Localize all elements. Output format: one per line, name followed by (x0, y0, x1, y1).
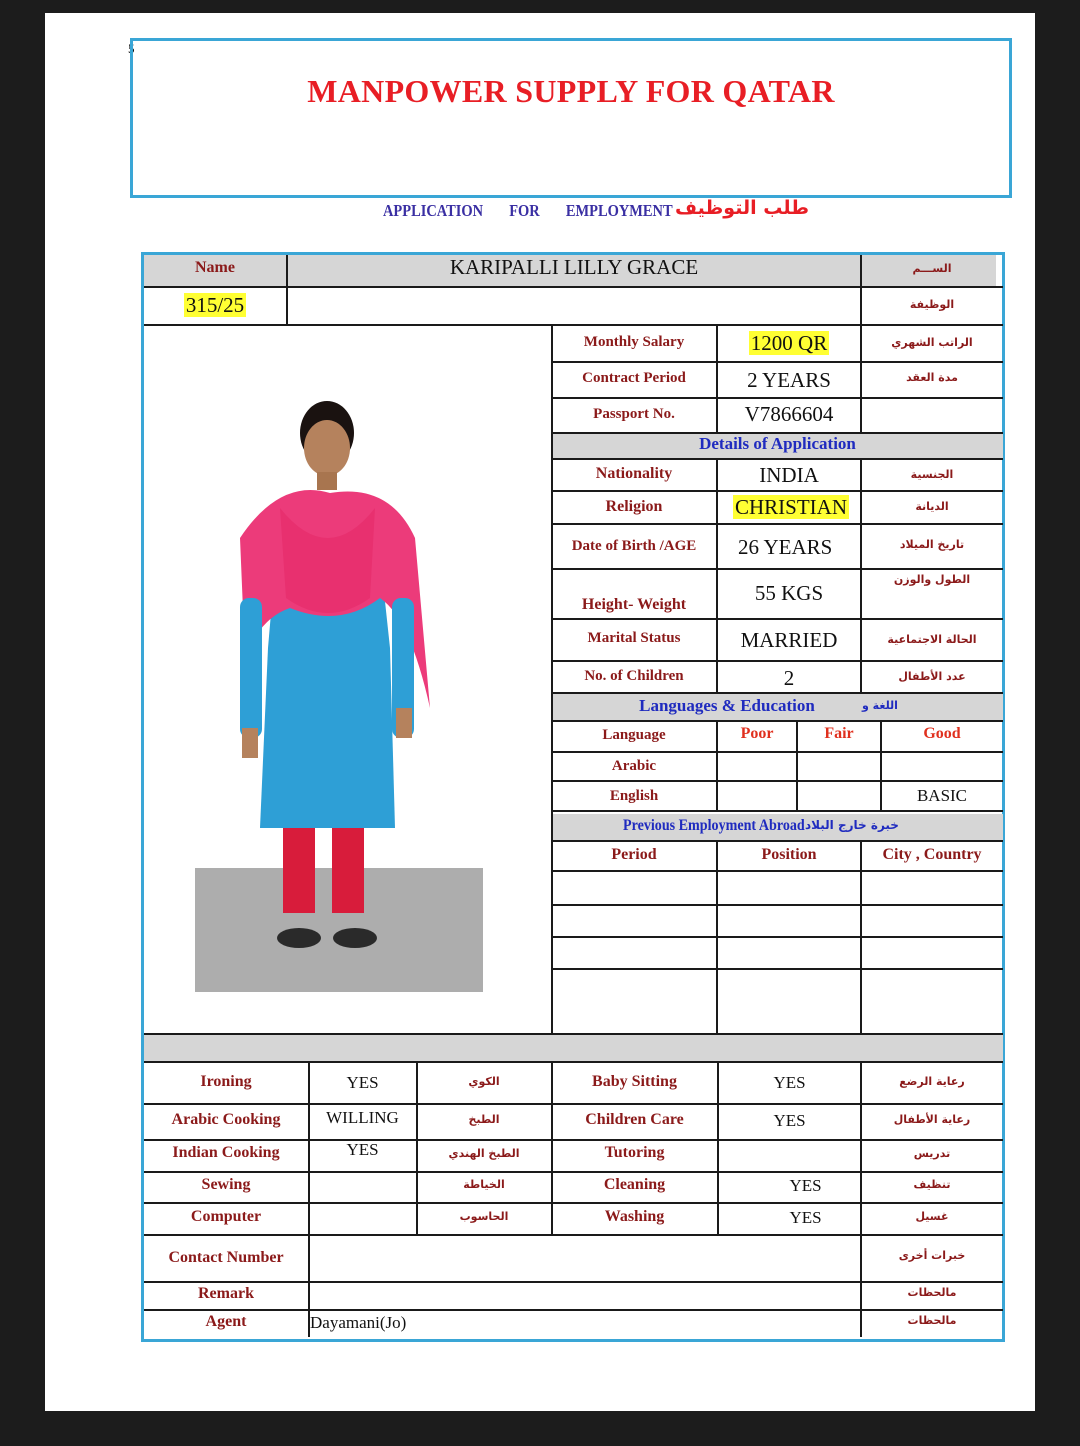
religion-label: Religion (605, 498, 663, 515)
contract-period-value: 2 YEARS (747, 368, 831, 392)
remark-arabic: مالحظات (907, 1286, 957, 1299)
employment-section-title: Previous Employment Abroad (623, 817, 805, 834)
height-weight-label: Height- Weight (581, 596, 687, 613)
religion-arabic: الديانة (915, 500, 949, 513)
baby-sitting-arabic: رعاية الرضع (899, 1075, 965, 1088)
children-care-arabic: رعاية الأطفال (893, 1113, 971, 1126)
religion-cell (733, 495, 860, 520)
remark-label: Remark (198, 1285, 254, 1302)
baby-sitting-label: Baby Sitting (592, 1073, 677, 1090)
marital-status-label: Marital Status (587, 630, 681, 646)
monthly-salary-cell (718, 331, 860, 356)
period-header: Period (611, 846, 657, 863)
date-of-birth-label: Date of Birth /AGE (571, 538, 697, 554)
arabic-cooking-value: WILLING (326, 1108, 399, 1127)
baby-sitting-value: YES (773, 1073, 806, 1092)
reference-number-cell (145, 293, 285, 318)
languages-section-title: Languages & Education (639, 696, 815, 715)
date-of-birth-value: 26 YEARS (738, 535, 833, 559)
good-header: Good (923, 725, 961, 742)
languages-section-arabic: اللغة و (862, 699, 898, 712)
computer-label: Computer (190, 1208, 262, 1225)
contact-number-arabic: خبرات أخرى (898, 1249, 966, 1262)
application-subtitle: APPLICATION FOR EMPLOYMENT (383, 201, 673, 220)
sewing-arabic: الخياطة (463, 1178, 505, 1191)
arabic-cooking-arabic: الطبخ (468, 1113, 500, 1126)
children-care-value: YES (773, 1111, 806, 1130)
ironing-label: Ironing (200, 1073, 252, 1090)
header-box (130, 38, 1012, 198)
cleaning-label: Cleaning (603, 1176, 666, 1193)
nationality-arabic: الجنسية (910, 468, 954, 481)
cleaning-arabic: تنظيف (913, 1178, 951, 1191)
agent-value: Dayamani(Jo) (310, 1313, 407, 1332)
children-count-value: 2 (783, 666, 795, 690)
language-row-arabic: Arabic (611, 758, 657, 774)
nationality-label: Nationality (595, 465, 673, 482)
passport-number-value: V7866604 (744, 402, 834, 426)
tutoring-label: Tutoring (604, 1144, 665, 1161)
fair-header: Fair (824, 725, 854, 742)
tutoring-arabic: تدريس (913, 1147, 951, 1160)
city-country-header: City , Country (882, 846, 982, 863)
ironing-value: YES (346, 1073, 379, 1092)
indian-cooking-label: Indian Cooking (172, 1144, 280, 1161)
monthly-salary-arabic: الراتب الشهري (891, 336, 973, 349)
employment-section-arabic: خبرة خارج البلاد (805, 818, 899, 832)
children-care-label: Children Care (585, 1111, 684, 1128)
children-count-label: No. of Children (584, 668, 684, 684)
cleaning-value: YES (789, 1176, 822, 1195)
monthly-salary-value: 1200 QR (750, 331, 828, 355)
language-header: Language (602, 727, 666, 743)
application-page (45, 13, 1035, 1411)
sewing-label: Sewing (201, 1176, 251, 1193)
reference-label-arabic: الوظيفة (909, 298, 955, 311)
page-mark: 5 (128, 41, 135, 56)
details-section-title: Details of Application (699, 434, 856, 453)
marital-status-value: MARRIED (740, 628, 838, 652)
computer-arabic: الحاسوب (459, 1210, 509, 1223)
monthly-salary-label: Monthly Salary (583, 334, 685, 350)
contract-period-label: Contract Period (582, 370, 686, 386)
children-count-arabic: عدد الأطفال (898, 670, 966, 683)
agent-label: Agent (205, 1313, 247, 1330)
passport-number-label: Passport No. (593, 406, 675, 422)
washing-arabic: غسيل (915, 1210, 949, 1223)
name-label-arabic: الســـم (912, 262, 952, 275)
contract-period-arabic: مدة العقد (906, 371, 958, 384)
contact-number-label: Contact Number (168, 1249, 284, 1266)
application-subtitle-arabic: طلب التوظيف (675, 197, 809, 219)
washing-value: YES (789, 1208, 822, 1227)
indian-cooking-arabic: الطبخ الهندي (448, 1147, 520, 1160)
height-weight-value: 55 KGS (754, 581, 824, 605)
english-good-value: BASIC (916, 786, 968, 805)
ironing-arabic: الكوي (468, 1075, 500, 1088)
applicant-name: KARIPALLI LILLY GRACE (449, 255, 699, 279)
washing-label: Washing (604, 1208, 665, 1225)
skills-section-band (144, 1035, 1003, 1061)
agent-arabic: مالحظات (907, 1314, 957, 1327)
indian-cooking-value: YES (346, 1140, 379, 1159)
position-header: Position (761, 846, 817, 863)
nationality-value: INDIA (759, 463, 819, 487)
document-title: MANPOWER SUPPLY FOR QATAR (307, 73, 835, 109)
applicant-photo (220, 398, 450, 958)
language-row-english: English (609, 788, 659, 804)
date-of-birth-arabic: تاريخ الميلاد (899, 538, 965, 551)
arabic-cooking-label: Arabic Cooking (171, 1111, 281, 1128)
height-weight-arabic: الطول والوزن (893, 573, 971, 586)
name-label: Name (195, 259, 235, 276)
poor-header: Poor (740, 725, 774, 742)
reference-number: 315/25 (185, 293, 245, 317)
marital-status-arabic: الحالة الاجتماعية (887, 633, 977, 646)
religion-value: CHRISTIAN (735, 495, 848, 519)
